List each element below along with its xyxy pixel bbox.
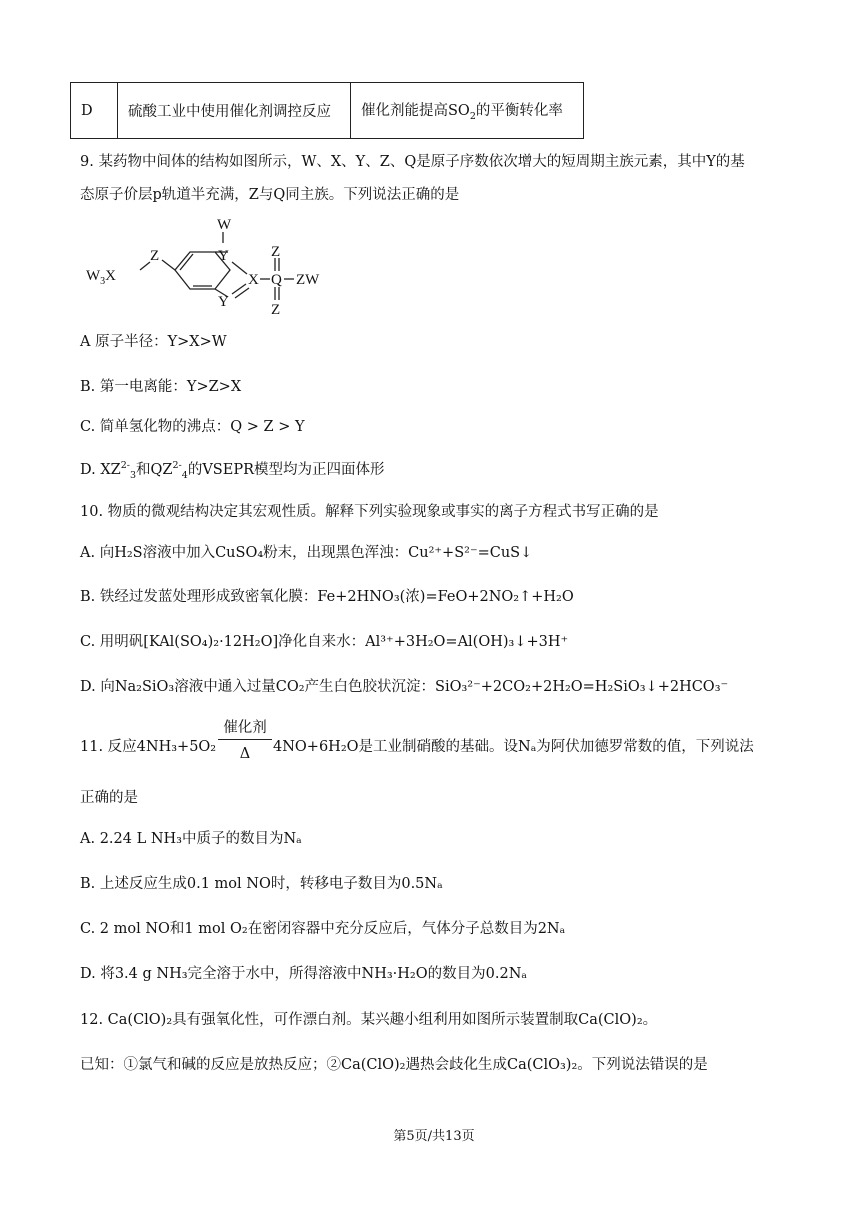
q9-option-d: D. $XZ^{2-}_3$和$QZ^{2-}_4$的VSEPR模型均为正四面体形 [80,460,385,481]
q11-stem-pre: 11. 反应4NH₃+5O₂ [80,739,217,755]
q10-option-a: A. 向H₂S溶液中加入CuSO₄粉末，出现黑色浑浊：Cu²⁺+S²⁻=CuS↓ [80,545,533,561]
q9-structure-diagram [80,212,380,322]
label-w3x: $W_3X$ [86,268,117,287]
q11-stem-post: 4NO+6H₂O是工业制硝酸的基础。设Nₐ为阿伏加德罗常数的值，下列说法 [273,739,754,755]
label-zw: ZW [296,272,320,288]
benzene-ring [140,232,294,300]
page-number: 第5页/共13页 [393,1129,475,1144]
table-row [71,83,584,139]
label-z-up: Z [271,244,281,260]
label-x-mid: X [248,272,259,288]
q11-stem-line2: 正确的是 [80,790,138,806]
q9-option-c: C. 简单氢化物的沸点：Q > Z > Y [80,419,305,435]
q11-catalyst: 催化剂 [223,720,267,736]
q12-stem: 12. Ca(ClO)₂具有强氧化性，可作漂白剂。某兴趣小组利用如图所示装置制取Ca(ClO)₂。 [80,1012,658,1028]
q12-known: 已知：①氯气和碱的反应是放热反应；②Ca(ClO)₂遇热会歧化生成Ca(ClO₃)₂。下列说法错误的是 [80,1057,708,1073]
q10-option-c: C. 用明矾[KAl(SO₄)₂·12H₂O]净化自来水：Al³⁺+3H₂O=Al(OH)₃↓+3H⁺ [80,634,569,650]
q10-stem: 10. 物质的微观结构决定其宏观性质。解释下列实验现象或事实的离子方程式书写正确的是 [80,504,659,520]
q11-heat: Δ [239,746,251,762]
label-y-bottom: Y [218,294,229,310]
q9-option-b: B. 第一电离能：Y>Z>X [80,379,242,395]
q11-reaction-arrow-line [218,739,272,740]
label-y-top: Y [218,248,229,264]
label-q: Q [271,272,282,288]
table-row-label: D [71,83,118,139]
label-z-down: Z [271,302,281,318]
q11-option-d: D. 将3.4 g NH₃完全溶于水中，所得溶液中NH₃·H₂O的数目为0.2Nₐ [80,966,527,982]
q11-option-a: A. 2.24 L NH₃中质子的数目为Nₐ [80,831,302,847]
label-z-left: Z [150,248,160,264]
label-w-top: W [217,217,232,233]
q9-option-a: A 原子半径：Y>X>W [80,334,227,350]
q11-option-c: C. 2 mol NO和1 mol O₂在密闭容器中充分反应后，气体分子总数目为2Nₐ [80,921,566,937]
q10-option-b: B. 铁经过发蓝处理形成致密氧化膜：Fe+2HNO₃(浓)=FeO+2NO₂↑+H₂O [80,589,574,605]
q11-option-b: B. 上述反应生成0.1 mol NO时，转移电子数目为0.5Nₐ [80,876,443,892]
table-row-explanation: 催化剂能提高$SO_2$的平衡转化率 [351,83,584,139]
q10-option-d: D. 向Na₂SiO₃溶液中通入过量CO₂产生白色胶状沉淀：SiO₃²⁻+2CO₂+2H₂O=H₂SiO₃↓+2HCO₃⁻ [80,679,729,695]
q9-stem-line1: 9. 某药物中间体的结构如图所示，W、X、Y、Z、Q是原子序数依次增大的短周期主族元素，其中Y的基 [80,154,745,170]
table-row-operation: 硫酸工业中使用催化剂调控反应 [118,83,351,139]
q9-stem-line2: 态原子价层p轨道半充满，Z与Q同主族。下列说法正确的是 [80,187,460,203]
option-table [70,82,584,139]
